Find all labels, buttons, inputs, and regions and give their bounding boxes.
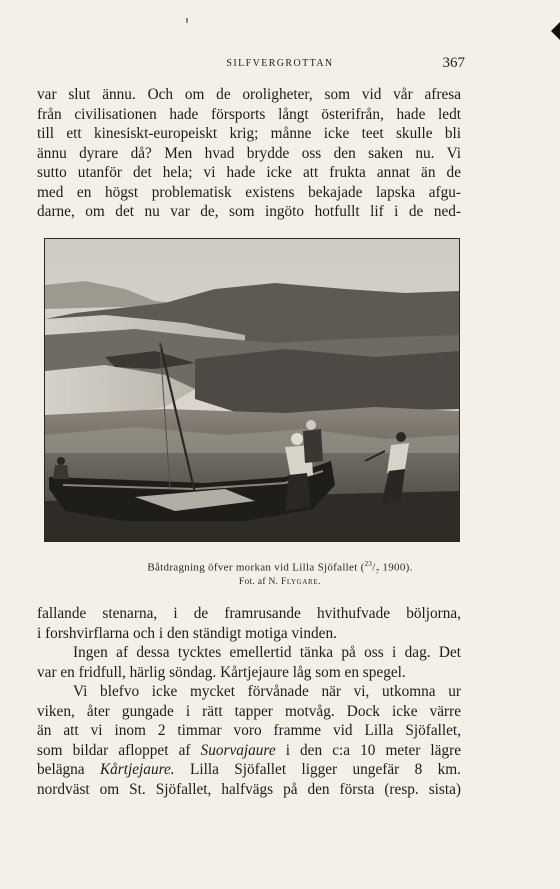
text-run: som bildar afloppet af — [37, 741, 201, 759]
page-tick-mark — [186, 18, 188, 23]
text-line: än att vi inom 2 timmar voro framme vid Lilla Sjöfallet, — [37, 722, 461, 739]
text-line: viken, åter gungade i rätt tapper motvåg. Dock icke värre — [37, 702, 461, 720]
text-line: sutto utanför det hela; vi hade icke att frukta annat än de — [37, 164, 461, 181]
caption-year: 1900). — [379, 561, 413, 574]
text-line — [37, 741, 461, 761]
text-line: med en högst problematisk existens bekajade lapska afgu- — [37, 183, 461, 201]
caption-date-denominator: 7 — [375, 567, 380, 576]
photograph-boat-hauling — [44, 238, 460, 542]
caption-date-numerator: 23 — [364, 560, 373, 568]
caption-text: Båtdragning öfver morkan vid Lilla Sjöfallet ( — [147, 561, 365, 574]
photograph-illustration — [45, 239, 459, 541]
running-head: SILFVERGROTTAN — [226, 58, 334, 69]
text-line: ännu dyrare då? Men hvad brydde oss den saken nu. Vi — [37, 144, 461, 162]
credit-photographer: Flygare. — [280, 577, 322, 587]
text-run: belägna — [37, 761, 100, 778]
text-line — [37, 760, 461, 780]
text-line: darne, om det nu var de, som ingöto hotfullt lif i de ned- — [37, 203, 461, 220]
figure-caption: Båtdragning öfver morkan vid Lilla Sjöfallet ($^{23}/_7$ 1900). — [147, 560, 413, 576]
text-line: fallande stenarna, i de framrusande hvithufvade böljorna, — [37, 605, 461, 622]
text-line: nordväst om St. Sjöfallet, halfvägs på den första (resp. sista) — [37, 780, 461, 798]
text-run: Lilla Sjöfallet ligger ungefär 8 km. — [174, 761, 461, 778]
text-line: i forshvirflarna och i den ständigt motiga vinden. — [37, 624, 337, 642]
text-run: i den c:a 10 meter lägre — [275, 741, 461, 759]
place-name-suorvajaure: Suorvajaure — [200, 741, 276, 759]
text-line: Ingen af dessa tycktes emellertid tänka på oss i dag. Det — [73, 644, 461, 661]
place-name-kartjejaure: Kårtjejaure. — [99, 761, 175, 778]
credit-prefix: Fot. af N. — [238, 577, 281, 587]
text-line: till ett kinesiskt-europeiskt krig; månne icke teet skulle bli — [37, 125, 461, 142]
text-line: från civilisationen hade försports långt österifrån, hade ledt — [37, 105, 461, 123]
page-number: 367 — [442, 55, 465, 71]
text-line: var slut ännu. Och om de oroligheter, som vid vår afresa — [37, 86, 461, 103]
paragraph-top — [37, 85, 461, 222]
corner-tab-mark — [551, 22, 560, 40]
photo-credit — [0, 577, 560, 587]
text-line: Vi blefvo icke mycket förvånade när vi, utkomna ur — [73, 683, 461, 700]
paragraph-bottom — [37, 604, 461, 799]
text-line: var en fridfull, härlig söndag. Kårtjejaure låg som en spegel. — [37, 663, 406, 681]
